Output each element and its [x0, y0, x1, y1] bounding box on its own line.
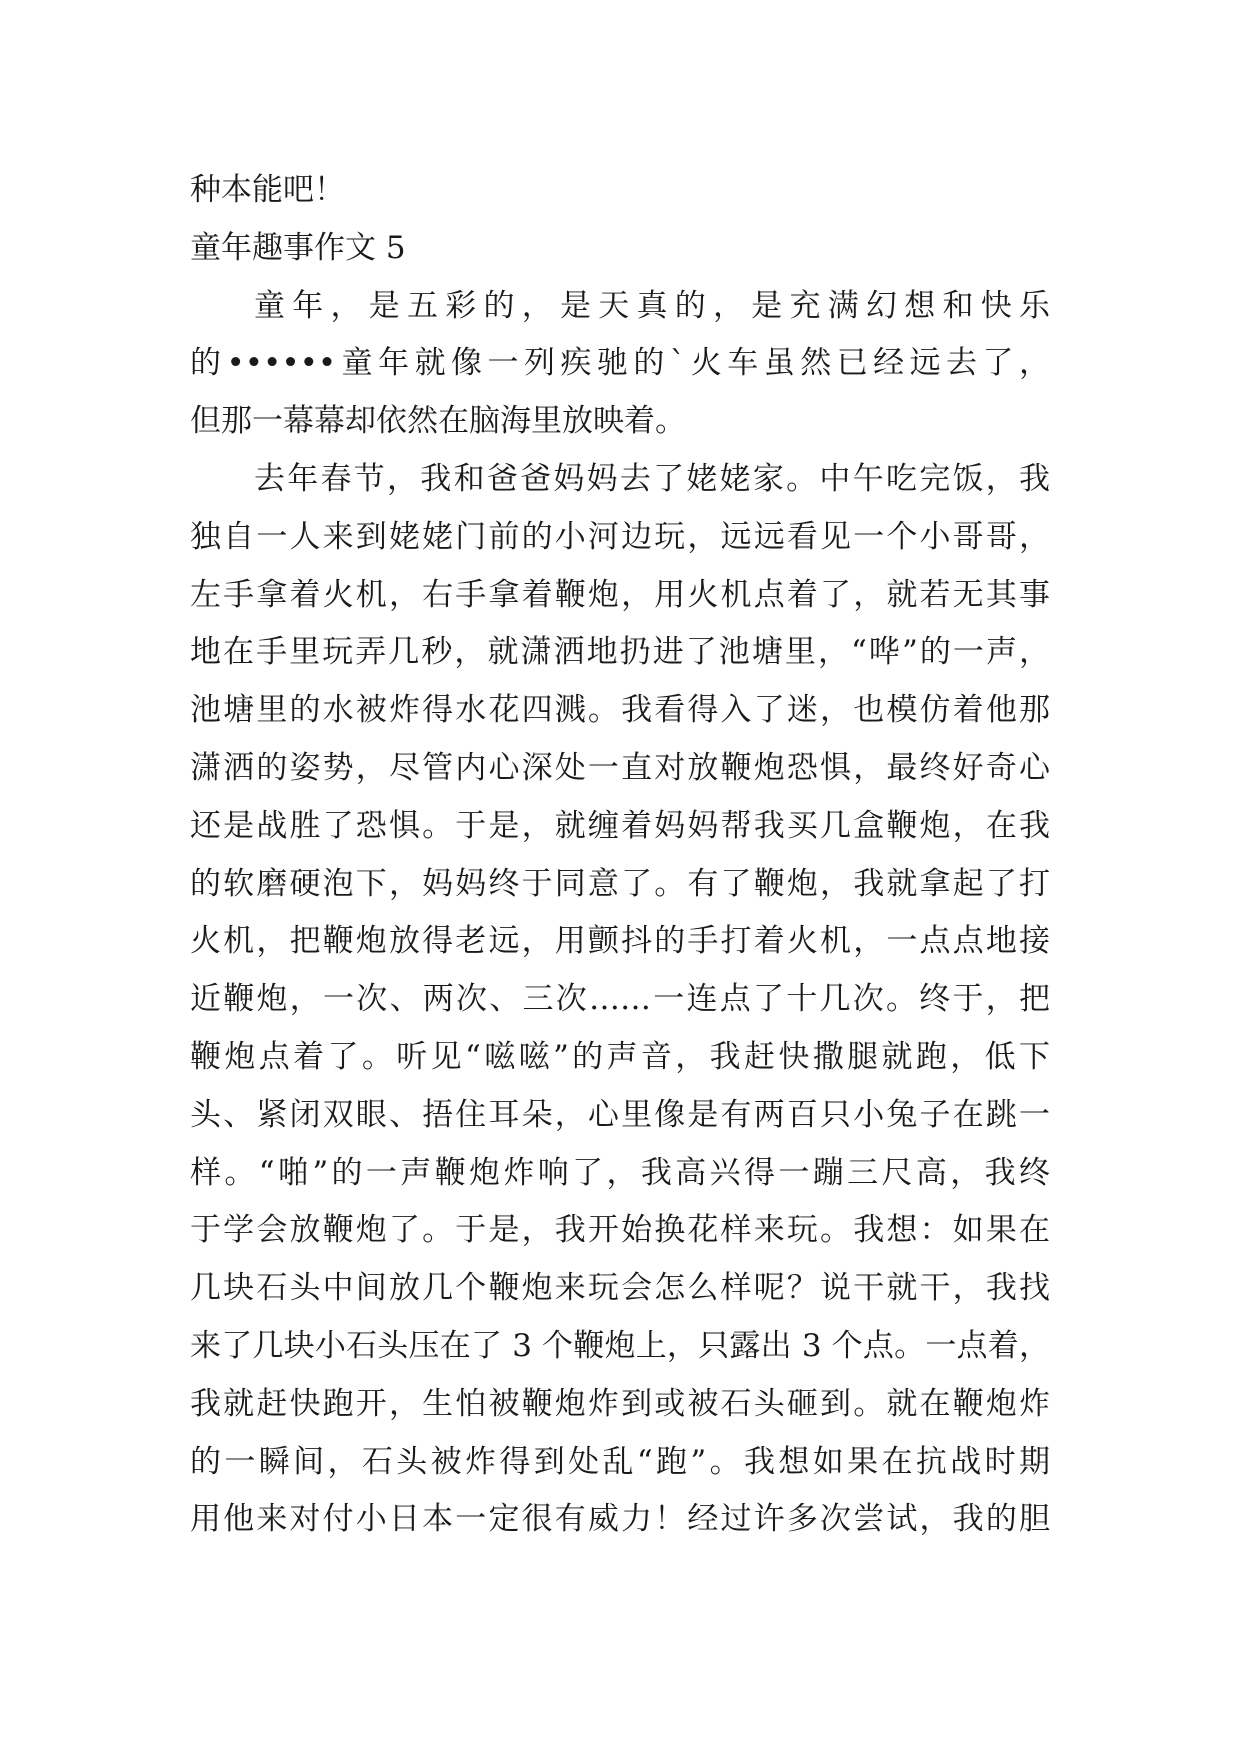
text-line: 火机，把鞭炮放得老远，用颤抖的手打着火机，一点点地接: [190, 923, 1050, 960]
text-line: 种本能吧！: [190, 172, 345, 208]
document-body: [190, 162, 1050, 1549]
text-line: 头、紧闭双眼、捂住耳朵，心里像是有两百只小兔子在跳一: [190, 1096, 1050, 1133]
text-line: 几块石头中间放几个鞭炮来玩会怎么样呢？说干就干，我找: [190, 1270, 1050, 1307]
text-line: 地在手里玩弄几秒，就潇洒地扔进了池塘里，“哗”的一声，: [190, 634, 1050, 671]
text-line: 近鞭炮，一次、两次、三次……一连点了十几次。终于，把: [190, 981, 1050, 1018]
text-line: 于学会放鞭炮了。于是，我开始换花样来玩。我想：如果在: [190, 1212, 1050, 1249]
text-line: 的软磨硬泡下，妈妈终于同意了。有了鞭炮，我就拿起了打: [190, 865, 1050, 902]
text-line: 的••••••童年就像一列疾驰的`火车虽然已经远去了，: [190, 345, 1050, 382]
text-line: 样。“啪”的一声鞭炮炸响了，我高兴得一蹦三尺高，我终: [190, 1154, 1050, 1191]
essay-title: 童年趣事作文 5: [190, 229, 406, 266]
text-line: 来了几块小石头压在了 3 个鞭炮上，只露出 3 个点。一点着，: [190, 1327, 1050, 1364]
text-line: 潇洒的姿势，尽管内心深处一直对放鞭炮恐惧，最终好奇心: [190, 749, 1050, 786]
text-line: 童年，是五彩的，是天真的，是充满幻想和快乐: [254, 287, 1050, 324]
text-line: 左手拿着火机，右手拿着鞭炮，用火机点着了，就若无其事: [190, 576, 1050, 613]
text-line: 还是战胜了恐惧。于是，就缠着妈妈帮我买几盒鞭炮，在我: [190, 807, 1050, 844]
text-line: 的一瞬间，石头被炸得到处乱“跑”。我想如果在抗战时期: [190, 1443, 1050, 1480]
text-line: 池塘里的水被炸得水花四溅。我看得入了迷，也模仿着他那: [190, 692, 1050, 729]
text-line: 但那一幕幕却依然在脑海里放映着。: [190, 403, 686, 440]
text-line: 去年春节，我和爸爸妈妈去了姥姥家。中午吃完饭，我: [254, 460, 1050, 497]
text-line: 鞭炮点着了。听见“嗞嗞”的声音，我赶快撒腿就跑，低下: [190, 1038, 1050, 1075]
text-line: 用他来对付小日本一定很有威力！经过许多次尝试，我的胆: [190, 1501, 1050, 1538]
text-line: 我就赶快跑开，生怕被鞭炮炸到或被石头砸到。就在鞭炮炸: [190, 1385, 1050, 1422]
text-line: 独自一人来到姥姥门前的小河边玩，远远看见一个小哥哥，: [190, 518, 1050, 555]
